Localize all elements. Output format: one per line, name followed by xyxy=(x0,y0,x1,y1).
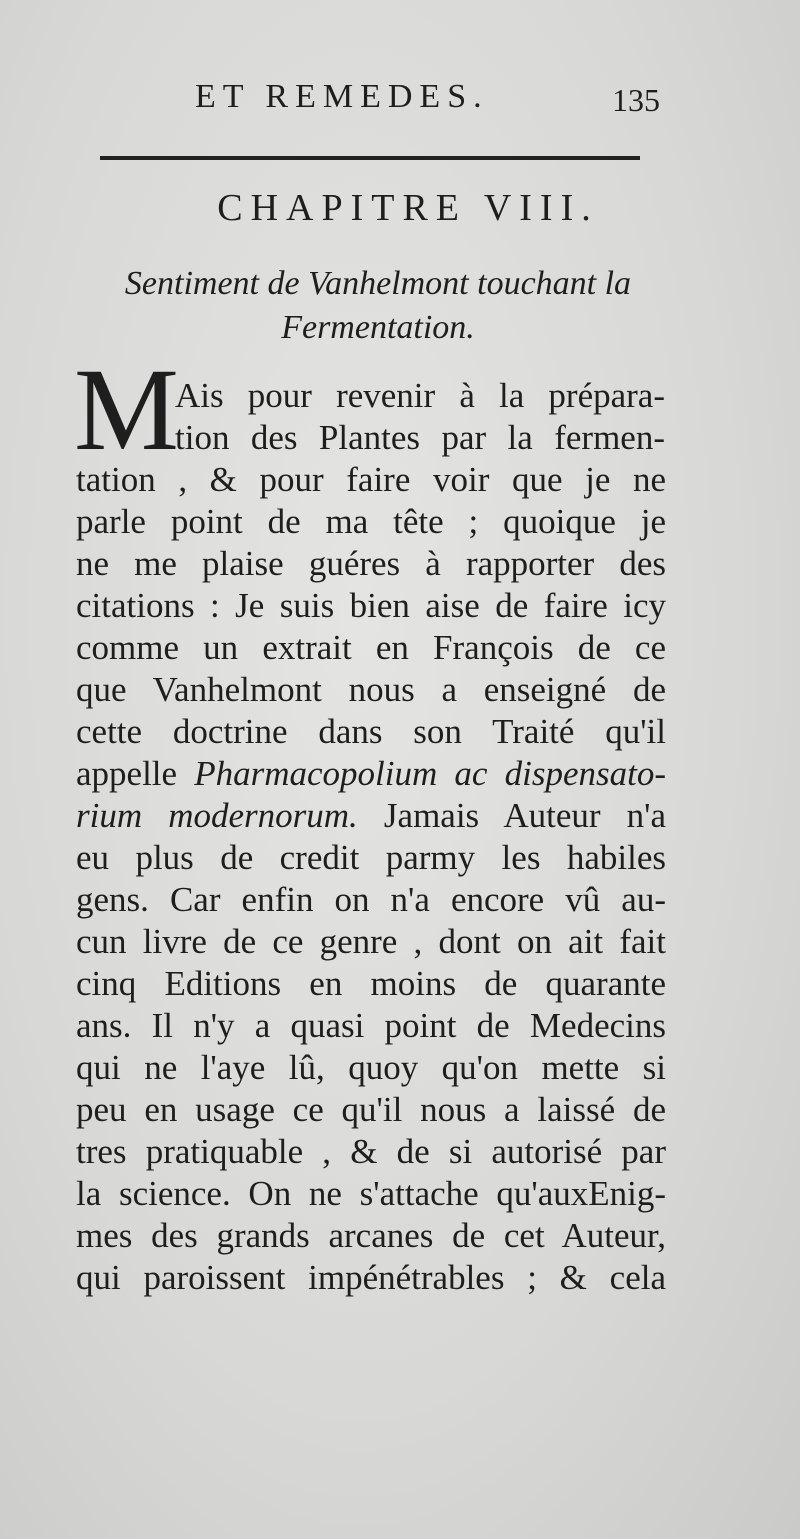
chapter-title: CHAPITRE VIII. xyxy=(217,187,599,229)
body-line-10 xyxy=(76,754,666,794)
chapter-subtitle xyxy=(78,262,678,350)
body-line-6: citations : Je suis bien aise de faire icy xyxy=(76,586,666,625)
body-line-19: tres pratiquable , & de si autorisé par xyxy=(76,1132,666,1171)
running-title: ET REMEDES. xyxy=(195,78,489,115)
body-line-7: comme un extrait en François de ce xyxy=(76,628,666,667)
body-line-1: Ais pour revenir à la prépara- xyxy=(175,376,665,415)
body-line-18: peu en usage ce qu'il nous a laissé de xyxy=(76,1090,666,1129)
body-line-3: tation , & pour faire voir que je ne xyxy=(76,460,666,499)
page-number: 135 xyxy=(612,82,660,118)
body-line-20: la science. On ne s'attache qu'auxEnig- xyxy=(76,1174,666,1213)
body-line-8: que Vanhelmont nous a enseigné de xyxy=(76,670,666,709)
body-line-14: cun livre de ce genre , dont on ait fait xyxy=(76,922,666,961)
body-line-11 xyxy=(76,796,666,836)
body-line-2: tion des Plantes par la fermen- xyxy=(175,418,665,457)
subtitle-line-1: Sentiment de Vanhelmont touchant la xyxy=(124,265,632,302)
drop-cap: M xyxy=(74,344,179,475)
body-line-21: mes des grands arcanes de cet Auteur, xyxy=(76,1216,666,1255)
latin-title-part-2: rium modernorum. xyxy=(76,796,358,835)
body-line-10-prefix: appelle xyxy=(76,754,195,793)
page-header xyxy=(0,70,800,120)
header-rule xyxy=(100,156,640,160)
body-line-22: qui paroissent impénétrables ; & cela xyxy=(76,1258,666,1297)
body-line-15: cinq Editions en moins de quarante xyxy=(76,964,666,1003)
latin-title-part-1: Pharmacopolium ac dispensato- xyxy=(194,754,666,793)
body-line-5: ne me plaise guéres à rapporter des xyxy=(76,544,666,583)
body-line-13: gens. Car enfin on n'a encore vû au- xyxy=(76,880,666,919)
body-line-9: cette doctrine dans son Traité qu'il xyxy=(76,712,666,751)
subtitle-line-2: Fermentation. xyxy=(281,309,475,346)
body-line-17: qui ne l'aye lû, quoy qu'on mette si xyxy=(76,1048,666,1087)
body-line-16: ans. Il n'y a quasi point de Medecins xyxy=(76,1006,666,1045)
body-line-11-suffix: Jamais Auteur n'a xyxy=(357,796,666,835)
body-line-4: parle point de ma tête ; quoique je xyxy=(76,502,666,541)
body-line-12: eu plus de credit parmy les habiles xyxy=(76,838,666,877)
